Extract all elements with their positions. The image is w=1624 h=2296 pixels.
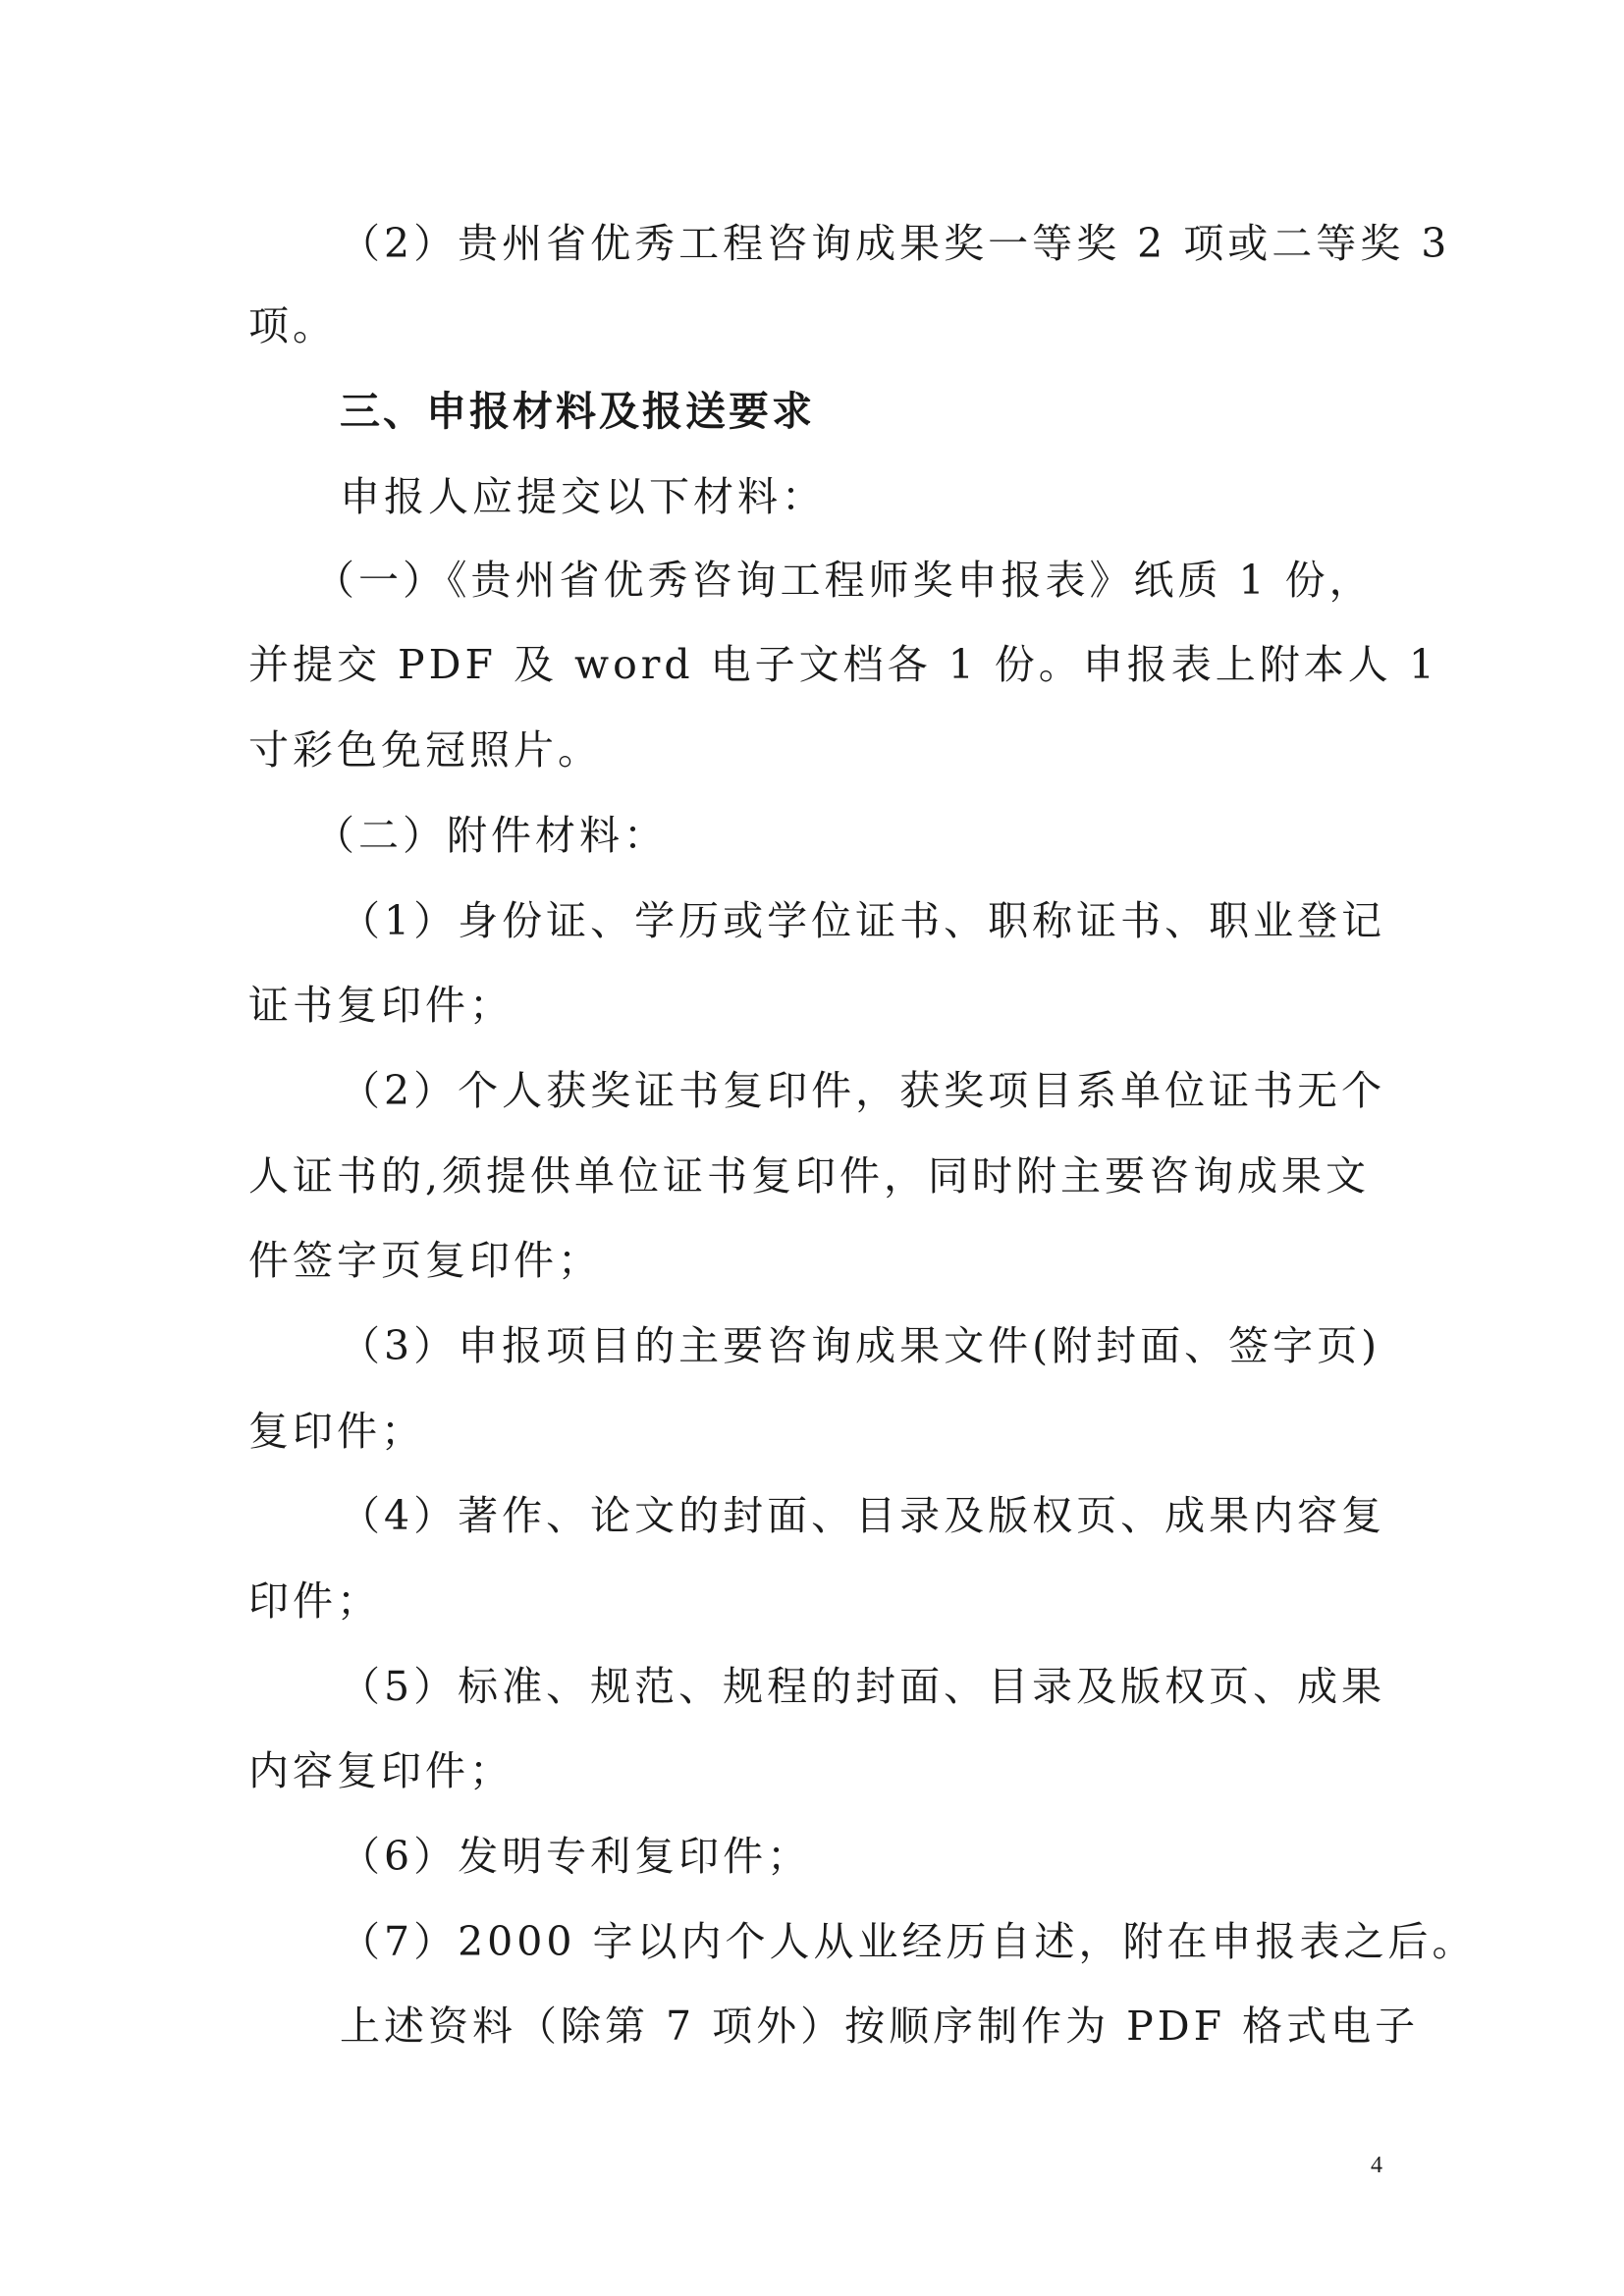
- attachment-7: （7）2000 字以内个人从业经历自述，附在申报表之后。: [340, 1918, 1477, 1965]
- materials-intro: 申报人应提交以下材料：: [340, 473, 826, 520]
- attachment-4-line-2: 印件；: [248, 1577, 381, 1625]
- award-item-2-line-2: 项。: [248, 302, 337, 349]
- attachment-5-line-2: 内容复印件；: [248, 1747, 514, 1794]
- attachment-2-line-1: （2）个人获奖证书复印件，获奖项目系单位证书无个: [340, 1067, 1386, 1114]
- attachment-1-line-1: （1）身份证、学历或学位证书、职称证书、职业登记: [340, 897, 1386, 944]
- attachment-1-line-2: 证书复印件；: [248, 982, 514, 1029]
- attachment-6: （6）发明专利复印件；: [340, 1833, 812, 1880]
- page-number: 4: [1371, 2153, 1382, 2178]
- material-2: （二）附件材料：: [314, 812, 668, 859]
- attachment-2-line-3: 件签字页复印件；: [248, 1237, 602, 1284]
- attachment-3-line-1: （3）申报项目的主要咨询成果文件(附封面、签字页): [340, 1322, 1381, 1369]
- attachment-2-line-2: 人证书的,须提供单位证书复印件，同时附主要咨询成果文: [248, 1152, 1371, 1200]
- material-1-line-3: 寸彩色免冠照片。: [248, 726, 602, 774]
- material-1-line-1: （一）《贵州省优秀咨询工程师奖申报表》纸质 1 份，: [314, 557, 1374, 604]
- award-item-2-line-1: （2）贵州省优秀工程咨询成果奖一等奖 2 项或二等奖 3: [340, 220, 1451, 267]
- section-heading: 三、申报材料及报送要求: [340, 388, 815, 435]
- attachment-5-line-1: （5）标准、规范、规程的封面、目录及版权页、成果: [340, 1663, 1386, 1710]
- attachment-3-line-2: 复印件；: [248, 1408, 425, 1455]
- closing-note: 上述资料（除第 7 项外）按顺序制作为 PDF 格式电子: [340, 2002, 1420, 2050]
- material-1-line-2: 并提交 PDF 及 word 电子文档各 1 份。申报表上附本人 1: [248, 641, 1438, 688]
- attachment-4-line-1: （4）著作、论文的封面、目录及版权页、成果内容复: [340, 1492, 1386, 1539]
